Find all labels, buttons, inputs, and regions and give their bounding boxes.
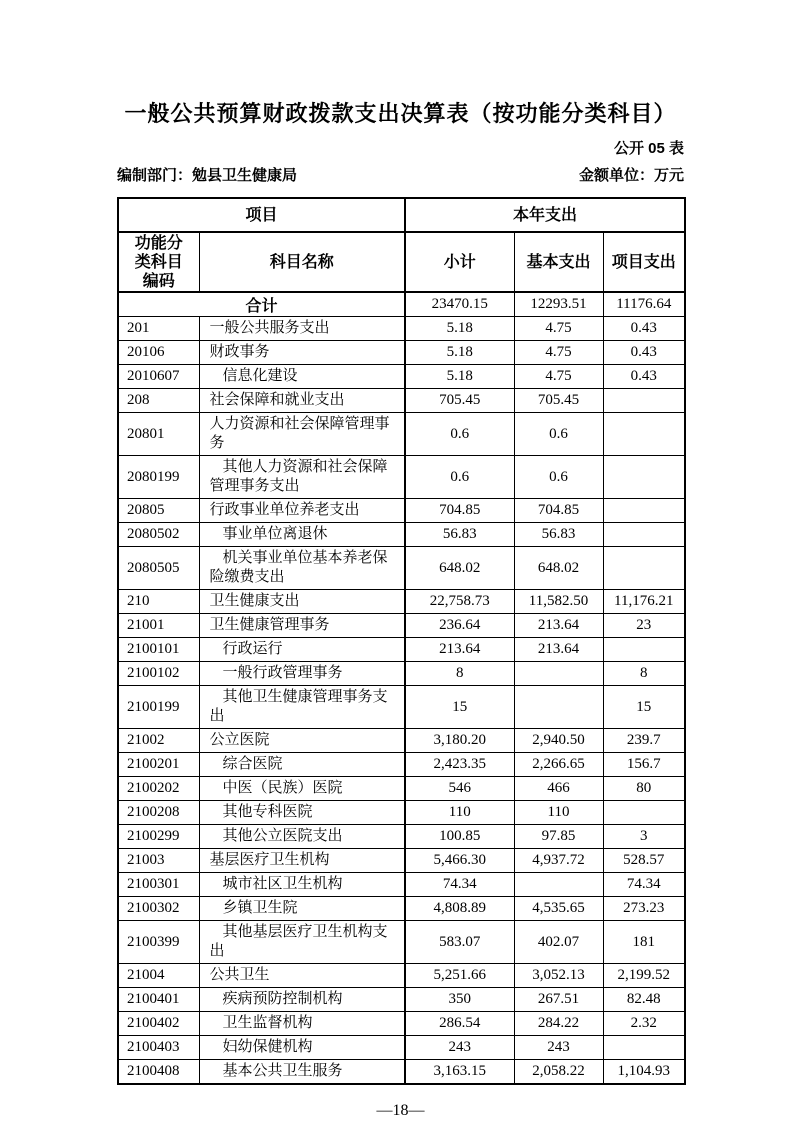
header-code-column: 功能分类科目编码 [118, 232, 199, 292]
table-row [118, 456, 685, 499]
header-project-group: 项目 [118, 198, 405, 232]
row-code-cell: 2100402 [118, 1012, 199, 1036]
table-row [118, 1060, 685, 1085]
table-row [118, 801, 685, 825]
total-basic-cell: 12293.51 [514, 292, 603, 317]
row-code-cell: 21001 [118, 614, 199, 638]
row-basic-cell: 4.75 [514, 341, 603, 365]
table-row [118, 1012, 685, 1036]
row-basic-cell [514, 662, 603, 686]
row-code-cell: 2100299 [118, 825, 199, 849]
row-project-cell: 0.43 [603, 365, 685, 389]
page-title: 一般公共预算财政拨款支出决算表（按功能分类科目） [124, 101, 677, 126]
total-subtotal-cell: 23470.15 [405, 292, 514, 317]
row-code-cell: 2100399 [118, 921, 199, 964]
table-header-group-row [118, 198, 685, 232]
row-code-cell: 2080199 [118, 456, 199, 499]
total-project-cell: 11176.64 [603, 292, 685, 317]
row-subtotal-cell: 8 [405, 662, 514, 686]
table-row [118, 729, 685, 753]
row-basic-cell: 704.85 [514, 499, 603, 523]
table-meta-row [117, 167, 684, 185]
row-basic-cell: 0.6 [514, 413, 603, 456]
row-subtotal-cell: 583.07 [405, 921, 514, 964]
row-basic-cell: 4,937.72 [514, 849, 603, 873]
row-basic-cell: 3,052.13 [514, 964, 603, 988]
table-header-columns-row [118, 232, 685, 292]
row-code-cell: 2100208 [118, 801, 199, 825]
row-project-cell [603, 456, 685, 499]
row-project-cell: 239.7 [603, 729, 685, 753]
amount-unit-label: 金额单位：万元 [578, 167, 684, 184]
table-row [118, 547, 685, 590]
row-subtotal-cell: 0.6 [405, 456, 514, 499]
row-basic-cell: 4.75 [514, 317, 603, 341]
row-code-cell: 201 [118, 317, 199, 341]
row-project-cell: 82.48 [603, 988, 685, 1012]
table-row [118, 825, 685, 849]
prepared-by-label: 编制部门：勉县卫生健康局 [117, 167, 298, 184]
row-name-cell: 信息化建设 [199, 365, 405, 389]
row-name-cell: 妇幼保健机构 [199, 1036, 405, 1060]
row-project-cell [603, 638, 685, 662]
row-subtotal-cell: 5.18 [405, 317, 514, 341]
row-name-cell: 其他基层医疗卫生机构支出 [199, 921, 405, 964]
row-basic-cell: 110 [514, 801, 603, 825]
row-code-cell: 2100199 [118, 686, 199, 729]
row-subtotal-cell: 100.85 [405, 825, 514, 849]
row-code-cell: 2080502 [118, 523, 199, 547]
row-code-cell: 2100408 [118, 1060, 199, 1085]
row-code-cell: 2080505 [118, 547, 199, 590]
table-row [118, 988, 685, 1012]
row-code-cell: 210 [118, 590, 199, 614]
row-subtotal-cell: 286.54 [405, 1012, 514, 1036]
row-basic-cell: 213.64 [514, 638, 603, 662]
row-code-cell: 20801 [118, 413, 199, 456]
row-project-cell: 0.43 [603, 317, 685, 341]
row-subtotal-cell: 2,423.35 [405, 753, 514, 777]
document-content [117, 0, 684, 1120]
row-basic-cell: 0.6 [514, 456, 603, 499]
row-subtotal-cell: 5.18 [405, 341, 514, 365]
table-row [118, 753, 685, 777]
row-name-cell: 人力资源和社会保障管理事务 [199, 413, 405, 456]
row-project-cell [603, 389, 685, 413]
row-code-cell: 21003 [118, 849, 199, 873]
row-basic-cell: 2,940.50 [514, 729, 603, 753]
row-name-cell: 其他公立医院支出 [199, 825, 405, 849]
row-basic-cell: 243 [514, 1036, 603, 1060]
row-name-cell: 基本公共卫生服务 [199, 1060, 405, 1085]
table-row [118, 590, 685, 614]
row-basic-cell: 402.07 [514, 921, 603, 964]
header-project-column: 项目支出 [603, 232, 685, 292]
expenditure-table [117, 197, 686, 1085]
row-subtotal-cell: 5,251.66 [405, 964, 514, 988]
table-row [118, 317, 685, 341]
row-name-cell: 其他人力资源和社会保障管理事务支出 [199, 456, 405, 499]
row-name-cell: 事业单位离退休 [199, 523, 405, 547]
row-code-cell: 21004 [118, 964, 199, 988]
row-name-cell: 卫生监督机构 [199, 1012, 405, 1036]
row-name-cell: 疾病预防控制机构 [199, 988, 405, 1012]
row-code-cell: 21002 [118, 729, 199, 753]
row-subtotal-cell: 213.64 [405, 638, 514, 662]
row-code-cell: 20805 [118, 499, 199, 523]
row-basic-cell: 2,266.65 [514, 753, 603, 777]
row-project-cell: 1,104.93 [603, 1060, 685, 1085]
row-project-cell: 273.23 [603, 897, 685, 921]
row-project-cell [603, 547, 685, 590]
row-code-cell: 2010607 [118, 365, 199, 389]
row-name-cell: 一般行政管理事务 [199, 662, 405, 686]
row-project-cell: 0.43 [603, 341, 685, 365]
row-subtotal-cell: 56.83 [405, 523, 514, 547]
row-project-cell: 8 [603, 662, 685, 686]
row-name-cell: 中医（民族）医院 [199, 777, 405, 801]
table-row [118, 413, 685, 456]
row-name-cell: 卫生健康支出 [199, 590, 405, 614]
row-name-cell: 乡镇卫生院 [199, 897, 405, 921]
page-number: —18— [376, 1102, 425, 1119]
row-project-cell [603, 523, 685, 547]
row-subtotal-cell: 648.02 [405, 547, 514, 590]
table-row [118, 777, 685, 801]
row-subtotal-cell: 243 [405, 1036, 514, 1060]
table-row [118, 499, 685, 523]
row-basic-cell: 705.45 [514, 389, 603, 413]
row-name-cell: 行政运行 [199, 638, 405, 662]
row-basic-cell: 267.51 [514, 988, 603, 1012]
table-row [118, 873, 685, 897]
table-row [118, 1036, 685, 1060]
row-subtotal-cell: 704.85 [405, 499, 514, 523]
row-name-cell: 城市社区卫生机构 [199, 873, 405, 897]
row-basic-cell: 284.22 [514, 1012, 603, 1036]
row-name-cell: 一般公共服务支出 [199, 317, 405, 341]
row-code-cell: 2100403 [118, 1036, 199, 1060]
row-code-cell: 2100302 [118, 897, 199, 921]
row-name-cell: 社会保障和就业支出 [199, 389, 405, 413]
row-project-cell: 11,176.21 [603, 590, 685, 614]
row-basic-cell: 56.83 [514, 523, 603, 547]
row-name-cell: 综合医院 [199, 753, 405, 777]
public-table-number: 公开 05 表 [613, 140, 684, 157]
row-code-cell: 208 [118, 389, 199, 413]
row-name-cell: 其他卫生健康管理事务支出 [199, 686, 405, 729]
table-row [118, 921, 685, 964]
header-basic-column: 基本支出 [514, 232, 603, 292]
header-name-column: 科目名称 [199, 232, 405, 292]
table-body [118, 292, 685, 1084]
row-project-cell: 2,199.52 [603, 964, 685, 988]
row-project-cell: 15 [603, 686, 685, 729]
table-row [118, 849, 685, 873]
table-row [118, 638, 685, 662]
table-row [118, 523, 685, 547]
row-name-cell: 公共卫生 [199, 964, 405, 988]
row-name-cell: 其他专科医院 [199, 801, 405, 825]
row-code-cell: 2100102 [118, 662, 199, 686]
row-subtotal-cell: 0.6 [405, 413, 514, 456]
row-project-cell: 528.57 [603, 849, 685, 873]
table-row [118, 341, 685, 365]
table-row [118, 897, 685, 921]
row-name-cell: 财政事务 [199, 341, 405, 365]
table-row [118, 365, 685, 389]
row-basic-cell: 2,058.22 [514, 1060, 603, 1085]
row-subtotal-cell: 546 [405, 777, 514, 801]
row-project-cell: 181 [603, 921, 685, 964]
row-basic-cell: 4.75 [514, 365, 603, 389]
table-row [118, 389, 685, 413]
row-code-cell: 2100401 [118, 988, 199, 1012]
row-project-cell: 80 [603, 777, 685, 801]
row-project-cell: 156.7 [603, 753, 685, 777]
table-row [118, 662, 685, 686]
row-name-cell: 机关事业单位基本养老保险缴费支出 [199, 547, 405, 590]
row-subtotal-cell: 15 [405, 686, 514, 729]
row-project-cell [603, 413, 685, 456]
row-code-cell: 2100202 [118, 777, 199, 801]
row-basic-cell: 4,535.65 [514, 897, 603, 921]
row-project-cell [603, 801, 685, 825]
row-subtotal-cell: 236.64 [405, 614, 514, 638]
row-basic-cell [514, 873, 603, 897]
row-subtotal-cell: 5.18 [405, 365, 514, 389]
row-subtotal-cell: 74.34 [405, 873, 514, 897]
row-project-cell: 74.34 [603, 873, 685, 897]
total-label-cell: 合计 [118, 292, 405, 317]
row-subtotal-cell: 3,180.20 [405, 729, 514, 753]
header-current-year-group: 本年支出 [405, 198, 685, 232]
row-name-cell: 公立医院 [199, 729, 405, 753]
table-row [118, 686, 685, 729]
row-project-cell [603, 499, 685, 523]
row-code-cell: 20106 [118, 341, 199, 365]
row-subtotal-cell: 705.45 [405, 389, 514, 413]
row-project-cell: 3 [603, 825, 685, 849]
row-project-cell: 23 [603, 614, 685, 638]
row-project-cell [603, 1036, 685, 1060]
row-name-cell: 行政事业单位养老支出 [199, 499, 405, 523]
row-name-cell: 卫生健康管理事务 [199, 614, 405, 638]
row-basic-cell: 11,582.50 [514, 590, 603, 614]
header-subtotal-column: 小计 [405, 232, 514, 292]
row-subtotal-cell: 3,163.15 [405, 1060, 514, 1085]
total-row [118, 292, 685, 317]
table-row [118, 964, 685, 988]
row-code-cell: 2100201 [118, 753, 199, 777]
row-subtotal-cell: 5,466.30 [405, 849, 514, 873]
row-subtotal-cell: 22,758.73 [405, 590, 514, 614]
table-row [118, 614, 685, 638]
row-basic-cell [514, 686, 603, 729]
row-basic-cell: 648.02 [514, 547, 603, 590]
row-subtotal-cell: 110 [405, 801, 514, 825]
row-basic-cell: 213.64 [514, 614, 603, 638]
row-subtotal-cell: 4,808.89 [405, 897, 514, 921]
row-project-cell: 2.32 [603, 1012, 685, 1036]
row-code-cell: 2100301 [118, 873, 199, 897]
row-name-cell: 基层医疗卫生机构 [199, 849, 405, 873]
row-subtotal-cell: 350 [405, 988, 514, 1012]
row-basic-cell: 97.85 [514, 825, 603, 849]
row-basic-cell: 466 [514, 777, 603, 801]
row-code-cell: 2100101 [118, 638, 199, 662]
